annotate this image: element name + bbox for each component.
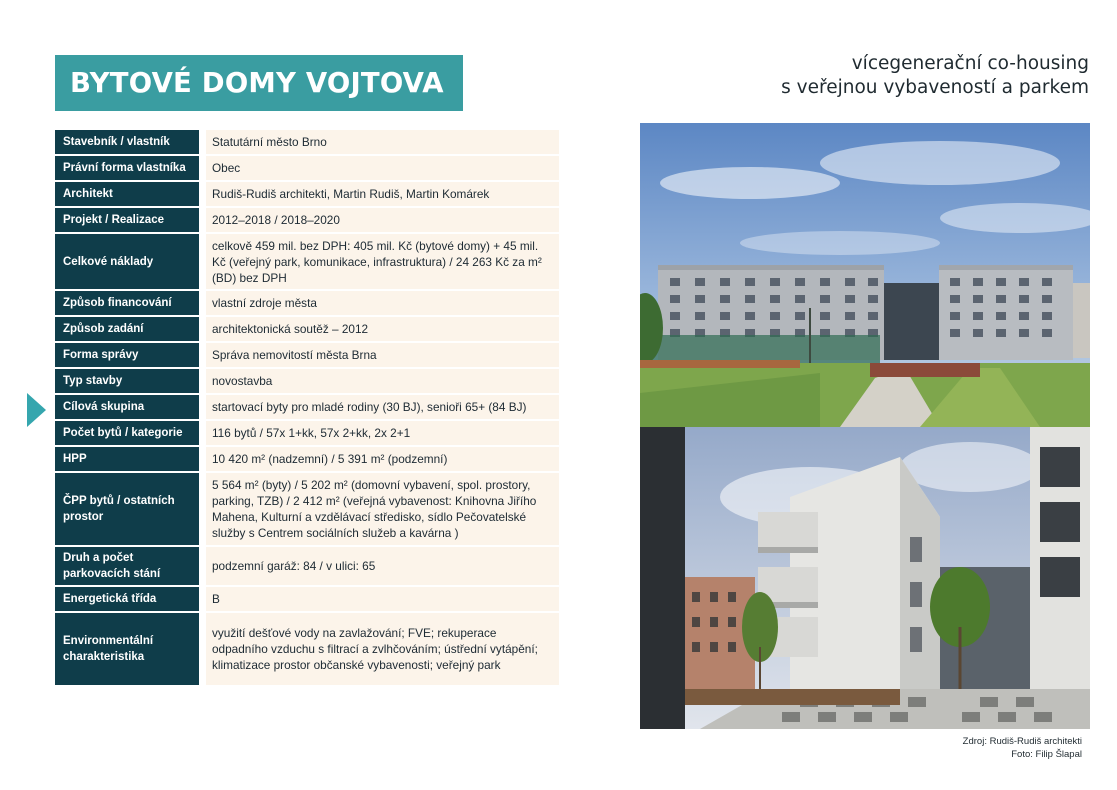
row-value: B — [206, 587, 559, 611]
info-row-environmental — [55, 613, 559, 685]
row-label: ČPP bytů / ostatních prostor — [55, 473, 199, 545]
row-value: 2012–2018 / 2018–2020 — [206, 208, 559, 232]
photo-credits — [963, 735, 1082, 761]
row-label: HPP — [55, 447, 199, 471]
info-row-unit-count — [55, 421, 559, 445]
row-label: Způsob financování — [55, 291, 199, 315]
info-row-financing — [55, 291, 559, 315]
row-label: Energetická třída — [55, 587, 199, 611]
row-label: Způsob zadání — [55, 317, 199, 341]
info-row-architect — [55, 182, 559, 206]
row-label: Projekt / Realizace — [55, 208, 199, 232]
row-value: Statutární město Brno — [206, 130, 559, 154]
row-value: 5 564 m² (byty) / 5 202 m² (domovní vybavení, spol. prostory, parking, TZB) / 2 412 m² (veřejná vybavenost: Knihovna Jiřího Mahena, Kulturní a vzdělávací středisko, sídlo Pečovatelské služby s Centrem sociálních služeb a kavárna ) — [206, 473, 559, 545]
row-value: celkově 459 mil. bez DPH: 405 mil. Kč (bytové domy) + 45 mil. Kč (veřejný park, komunikace, infrastruktura) / 24 263 Kč za m² (BD) bez DPH — [206, 234, 559, 289]
info-row-procurement — [55, 317, 559, 341]
row-label: Stavebník / vlastník — [55, 130, 199, 154]
info-row-management — [55, 343, 559, 367]
credit-source: Zdroj: Rudiš-Rudiš architekti — [962, 736, 1082, 747]
page-subtitle — [669, 52, 1089, 100]
row-label: Druh a počet parkovacích stání — [55, 547, 199, 585]
row-label: Forma správy — [55, 343, 199, 367]
info-row-parking — [55, 547, 559, 585]
info-table — [55, 130, 559, 687]
row-value: vlastní zdroje města — [206, 291, 559, 315]
street-photo — [640, 427, 1090, 729]
info-row-cpp — [55, 473, 559, 545]
row-value: novostavba — [206, 369, 559, 393]
row-value: využití dešťové vody na zavlažování; FVE; rekuperace odpadního vzduchu s filtrací a zvlhčováním; ústřední vytápění; klimatizace prostor občanské vybavenosti; veřejný park — [206, 613, 559, 685]
courtyard-photo — [640, 123, 1090, 427]
info-row-energy-class — [55, 587, 559, 611]
row-value: 10 420 m² (nadzemní) / 5 391 m² (podzemní) — [206, 447, 559, 471]
info-row-total-costs — [55, 234, 559, 289]
row-label: Typ stavby — [55, 369, 199, 393]
subtitle-line-1: vícegenerační co-housing — [851, 53, 1089, 74]
row-label: Počet bytů / kategorie — [55, 421, 199, 445]
row-label: Právní forma vlastníka — [55, 156, 199, 180]
row-value: architektonická soutěž – 2012 — [206, 317, 559, 341]
info-row-project-realization — [55, 208, 559, 232]
row-value: Správa nemovitostí města Brna — [206, 343, 559, 367]
row-value: Obec — [206, 156, 559, 180]
subtitle-line-2: s veřejnou vybaveností a parkem — [781, 77, 1089, 98]
info-row-target-group — [55, 395, 559, 419]
credit-photographer: Foto: Filip Šlapal — [1011, 749, 1082, 760]
row-label: Environmentální charakteristika — [55, 613, 199, 685]
page-title: BYTOVÉ DOMY VOJTOVA — [55, 55, 463, 111]
row-label: Celkové náklady — [55, 234, 199, 289]
triangle-pointer-icon — [27, 393, 46, 427]
info-row-investor — [55, 130, 559, 154]
row-value: podzemní garáž: 84 / v ulici: 65 — [206, 547, 559, 585]
row-value: 116 bytů / 57x 1+kk, 57x 2+kk, 2x 2+1 — [206, 421, 559, 445]
info-row-legal-form — [55, 156, 559, 180]
row-label: Cílová skupina — [55, 395, 199, 419]
info-row-hpp — [55, 447, 559, 471]
row-label: Architekt — [55, 182, 199, 206]
info-row-building-type — [55, 369, 559, 393]
row-value: startovací byty pro mladé rodiny (30 BJ), senioři 65+ (84 BJ) — [206, 395, 559, 419]
row-value: Rudiš-Rudiš architekti, Martin Rudiš, Martin Komárek — [206, 182, 559, 206]
